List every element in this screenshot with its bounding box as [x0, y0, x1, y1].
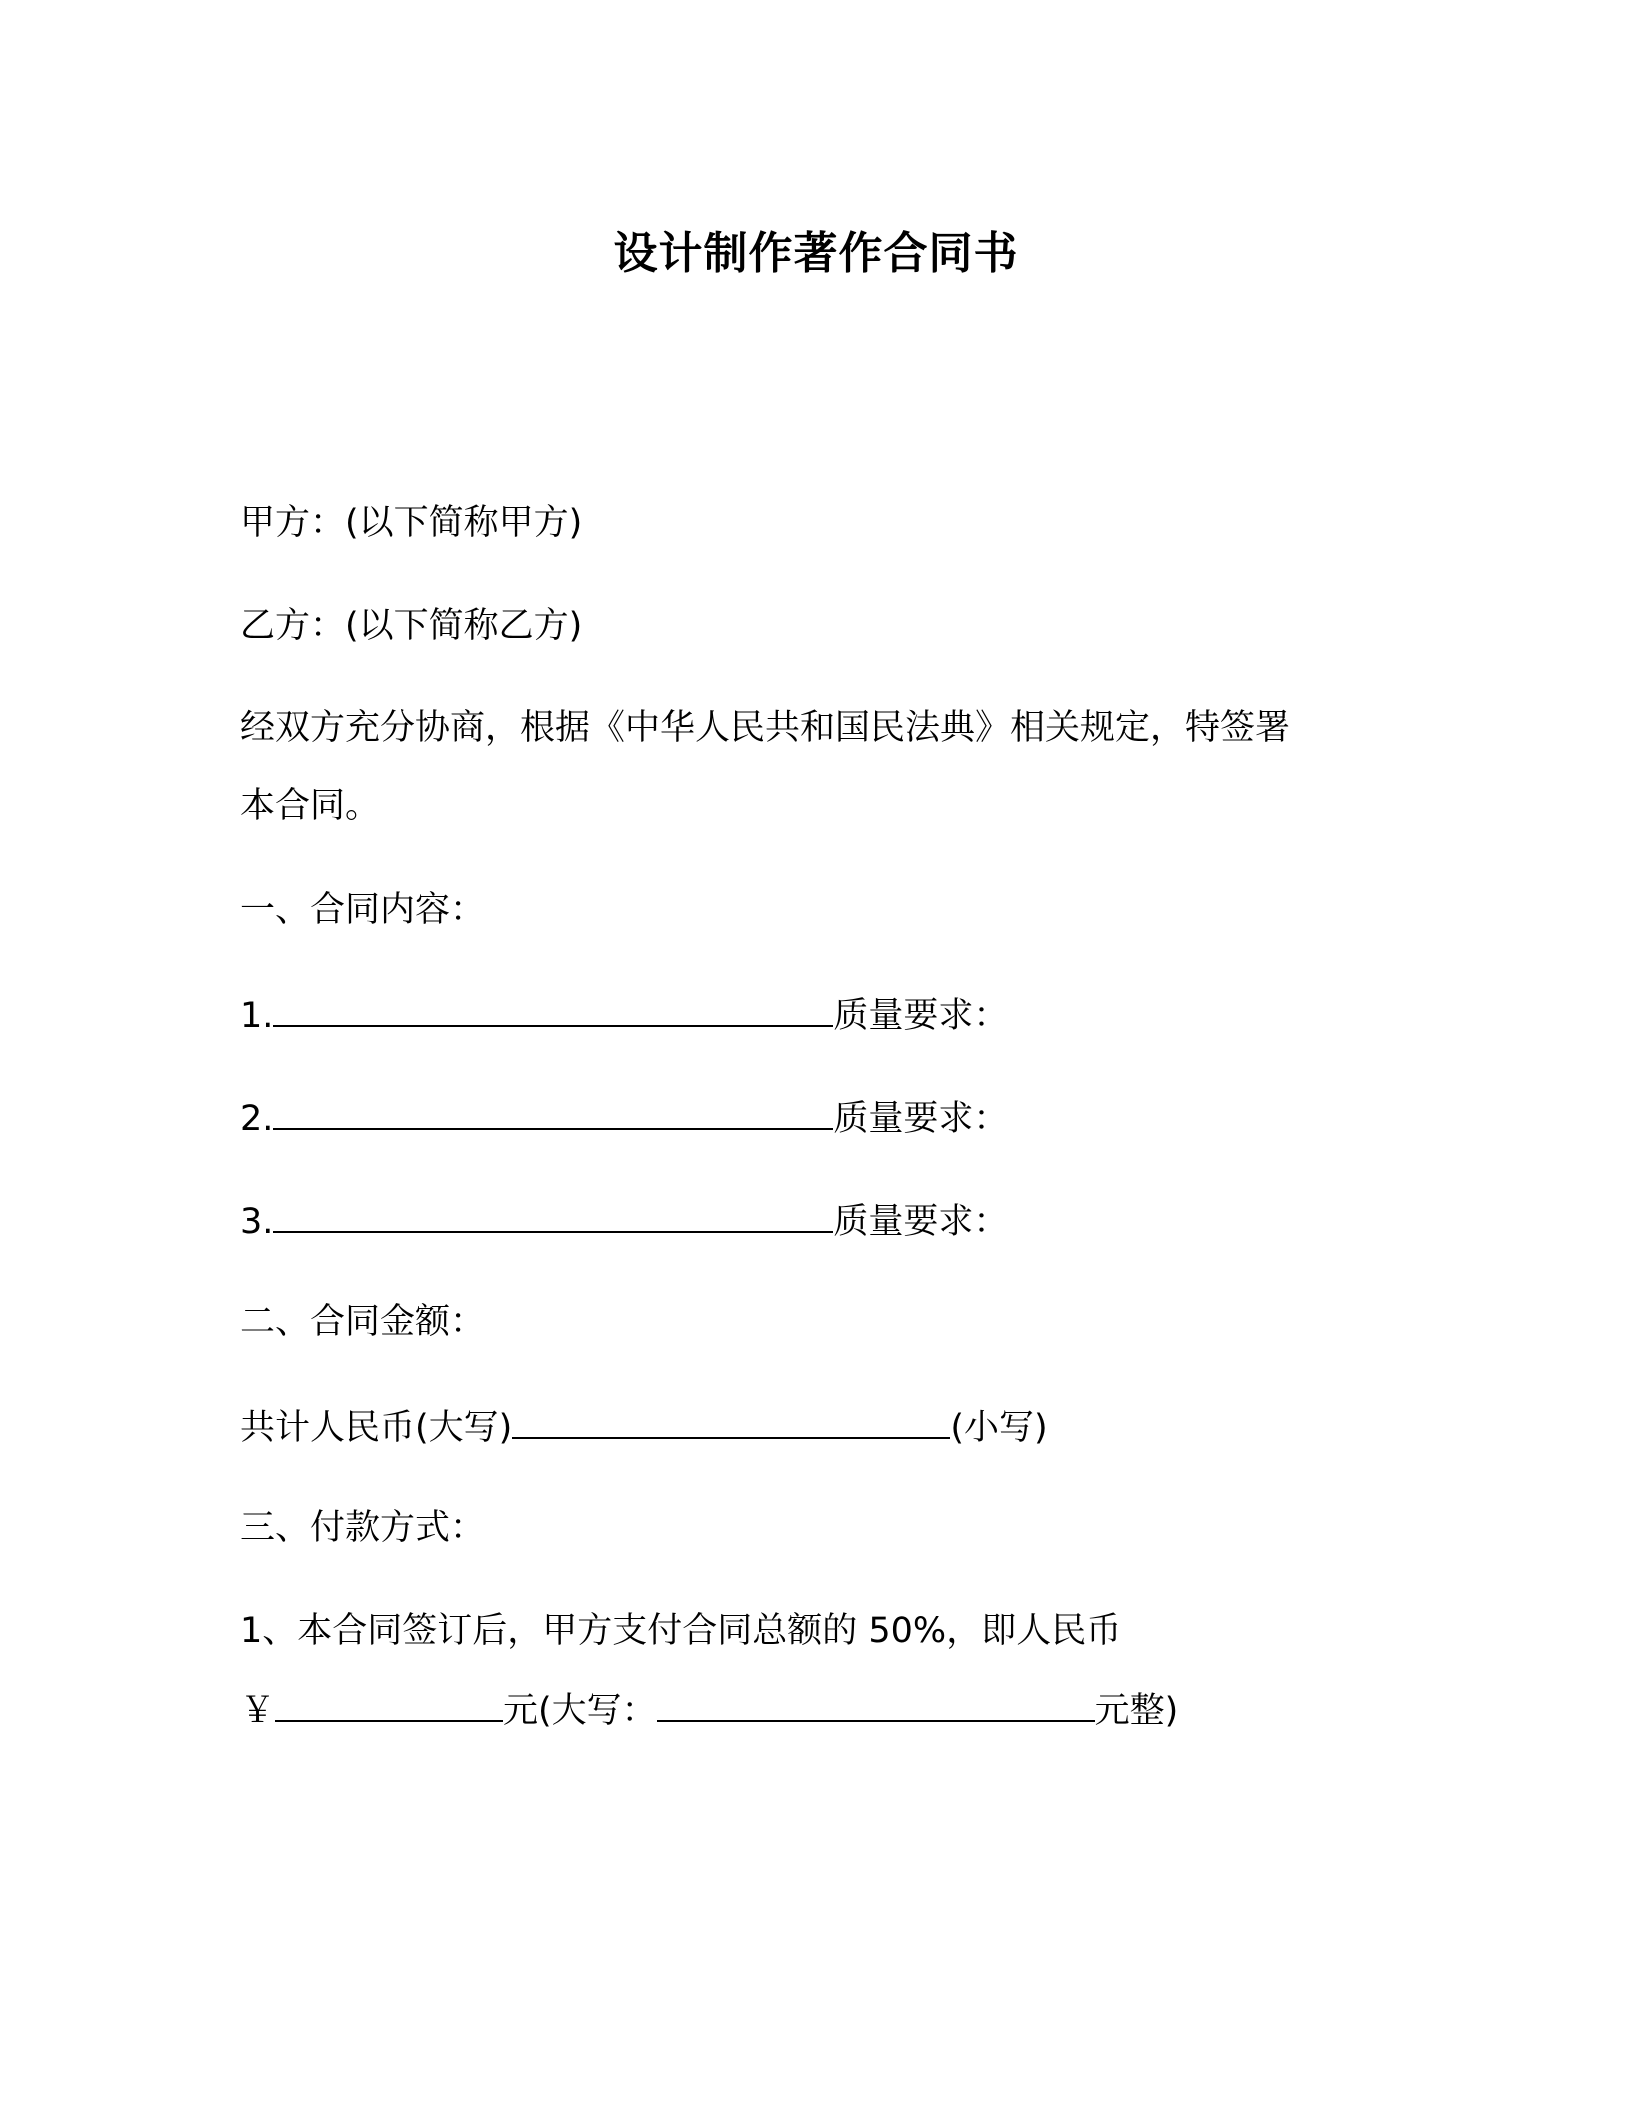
party-a-line: 甲方：(以下简称甲方) [240, 503, 583, 543]
section-2-heading: 二、合同金额： [240, 1302, 486, 1342]
currency-symbol: ￥ [240, 1691, 276, 1731]
payment-1-line-1: 1、本合同签订后，甲方支付合同总额的 50%，即人民币 [240, 1611, 1122, 1651]
item-number: 1. [240, 996, 274, 1036]
content-item-3 [240, 1197, 1008, 1244]
quality-requirement-label: 质量要求： [833, 996, 1009, 1036]
quality-requirement-label: 质量要求： [833, 1099, 1009, 1139]
party-b-line: 乙方：(以下简称乙方) [240, 606, 583, 646]
content-item-2 [240, 1094, 1008, 1141]
item-number: 3. [240, 1202, 274, 1242]
intro-line-2: 本合同。 [240, 786, 381, 826]
yuan-uppercase-label: 元(大写： [503, 1691, 657, 1731]
quality-requirement-label: 质量要求： [833, 1202, 1009, 1242]
section-1-heading: 一、合同内容： [240, 890, 486, 930]
item-number: 2. [240, 1099, 274, 1139]
payment-1-line-2 [240, 1686, 1178, 1733]
amount-uppercase-blank [657, 1686, 1095, 1722]
yuan-end-label: 元整) [1094, 1691, 1179, 1731]
fill-in-blank [273, 991, 833, 1027]
amount-uppercase-label: 共计人民币(大写) [240, 1408, 513, 1448]
fill-in-blank [273, 1197, 833, 1233]
contract-amount-line [240, 1403, 1048, 1450]
intro-line-1: 经双方充分协商，根据《中华人民共和国民法典》相关规定，特签署 [240, 708, 1291, 748]
fill-in-blank [273, 1094, 833, 1130]
content-item-1 [240, 991, 1008, 1038]
document-title: 设计制作著作合同书 [613, 228, 1019, 279]
amount-lowercase-label: (小写) [950, 1408, 1048, 1448]
amount-number-blank [275, 1686, 503, 1722]
section-3-heading: 三、付款方式： [240, 1508, 486, 1548]
amount-blank [512, 1403, 950, 1439]
